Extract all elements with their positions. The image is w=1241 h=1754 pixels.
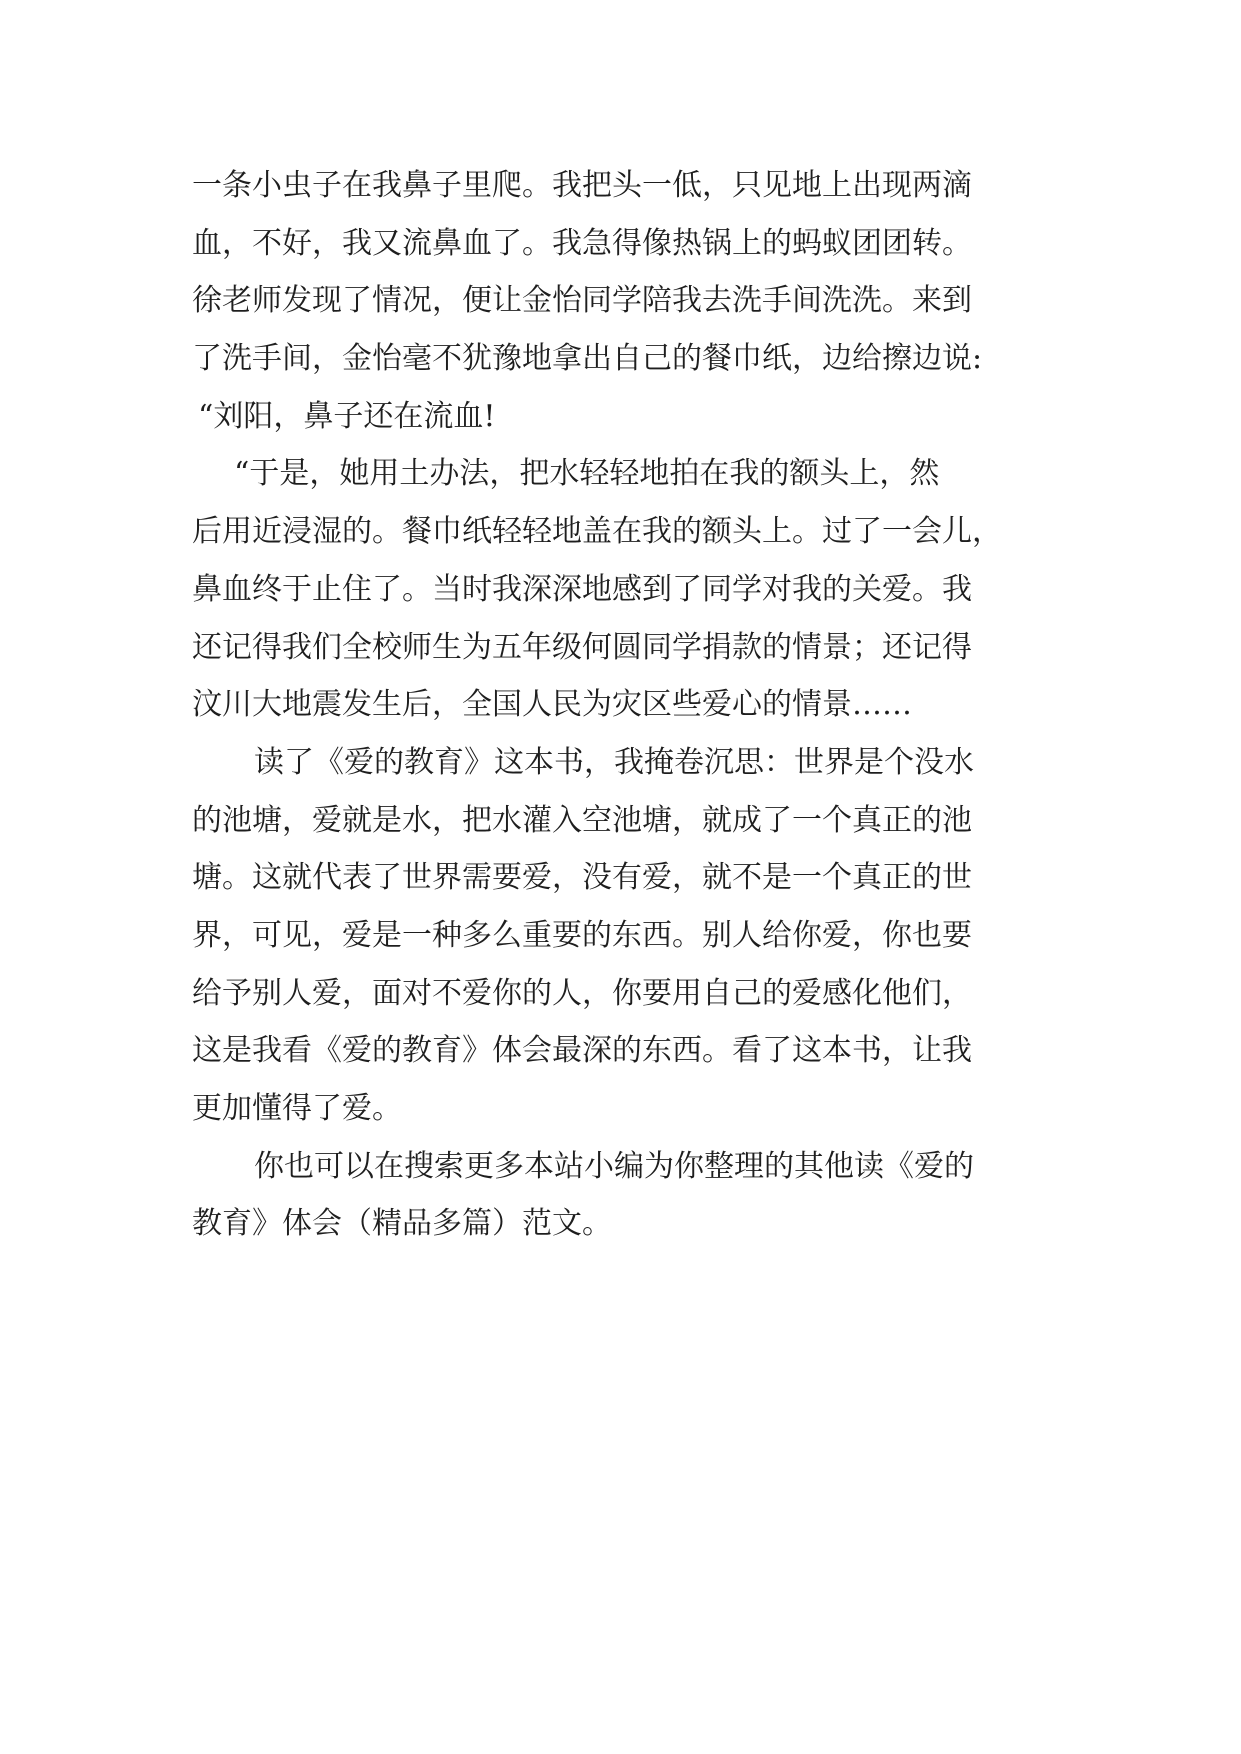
text-line-15: 给予别人爱，面对不爱你的人，你要用自己的爱感化他们， <box>192 975 972 1011</box>
text-line-8: 鼻血终于止住了。当时我深深地感到了同学对我的关爱。我 <box>192 571 972 607</box>
text-line-16: 这是我看《爱的教育》体会最深的东西。看了这本书，让我 <box>192 1033 972 1069</box>
text-line-3: 徐老师发现了情况，便让金怡同学陪我去洗手间洗洗。来到 <box>192 283 972 319</box>
text-line-4: 了洗手间，金怡毫不犹豫地拿出自己的餐巾纸，边给擦边说: <box>192 341 983 377</box>
text-line-14: 界，可见，爱是一种多么重要的东西。别人给你爱，你也要 <box>192 917 972 953</box>
text-line-1: 一条小虫子在我鼻子里爬。我把头一低，只见地上出现两滴 <box>192 168 972 203</box>
text-line-17: 更加懂得了爱。 <box>192 1091 402 1126</box>
text-line-6: “于是，她用土办法，把水轻轻地拍在我的额头上，然 <box>234 456 940 492</box>
text-line-18: 你也可以在搜索更多本站小编为你整理的其他读《爱的 <box>254 1148 974 1184</box>
text-line-19: 教育》体会（精品多篇）范文。 <box>192 1206 612 1242</box>
body-text <box>192 157 1072 1253</box>
text-line-11: 读了《爱的教育》这本书，我掩卷沉思：世界是个没水 <box>254 744 974 780</box>
text-line-13: 塘。这就代表了世界需要爱，没有爱，就不是一个真正的世 <box>192 860 972 896</box>
text-line-10: 汶川大地震发生后，全国人民为灾区些爱心的情景…… <box>192 687 912 723</box>
text-line-2: 血，不好，我又流鼻血了。我急得像热锅上的蚂蚁团团转。 <box>192 225 972 261</box>
text-line-7: 后用近浸湿的。餐巾纸轻轻地盖在我的额头上。过了一会儿， <box>192 514 1002 550</box>
text-line-5: “刘阳，鼻子还在流血! <box>198 398 496 434</box>
text-line-9: 还记得我们全校师生为五年级何圆同学捐款的情景；还记得 <box>192 629 972 665</box>
text-line-12: 的池塘，爱就是水，把水灌入空池塘，就成了一个真正的池 <box>192 802 972 838</box>
